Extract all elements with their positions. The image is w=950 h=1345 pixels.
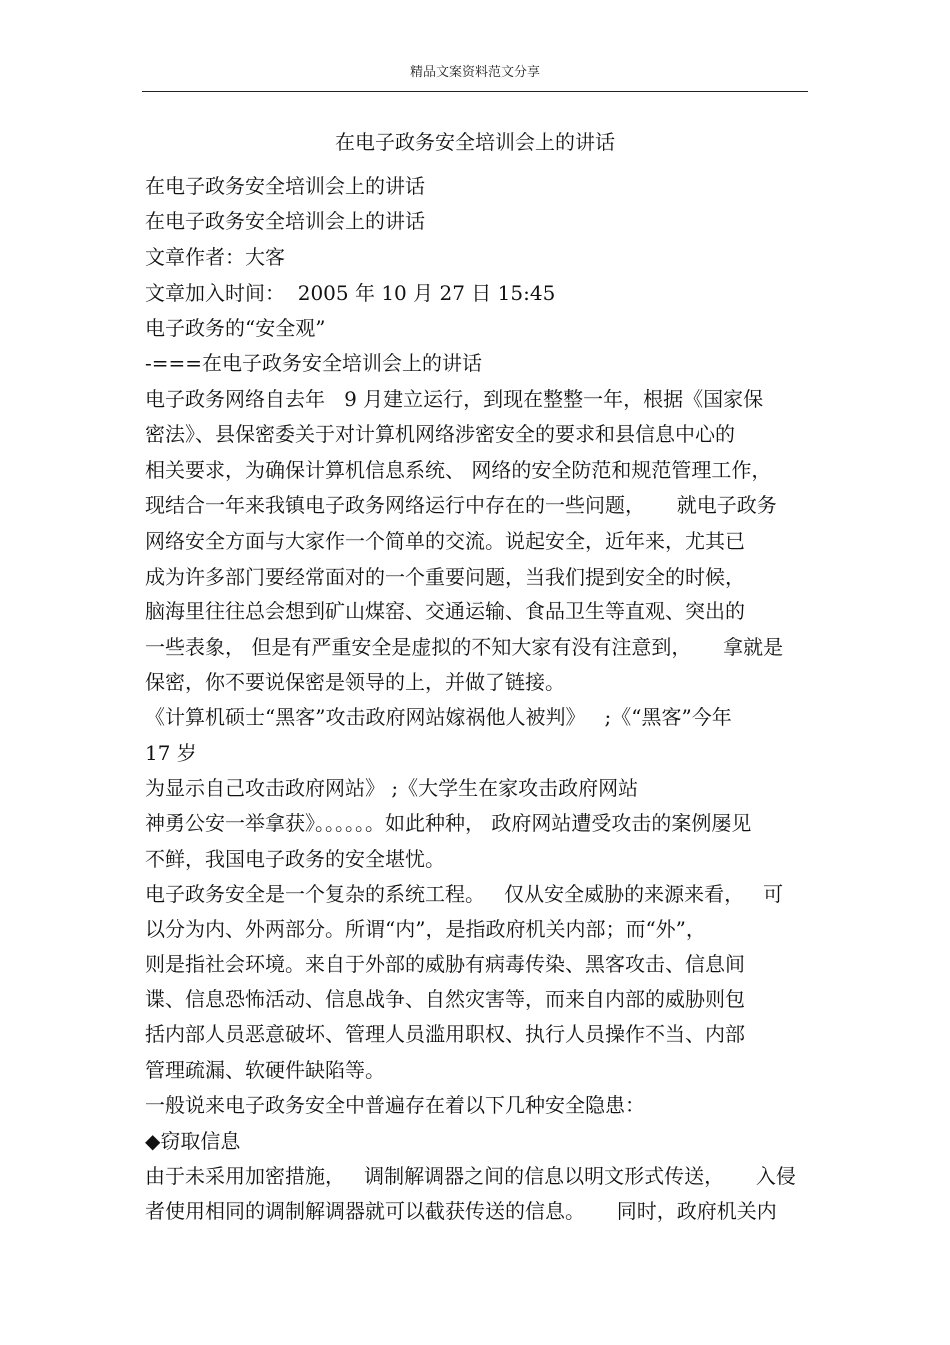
body-line: 由于未采用加密措施， 调制解调器之间的信息以明文形式传送， 入侵 (145, 1164, 796, 1188)
body-line: 17 岁 (145, 741, 197, 765)
body-line: 文章加入时间： 2005 年 10 月 27 日 15:45 (145, 281, 556, 305)
body-line: 电子政务网络自去年 9 月建立运行，到现在整整一年，根据《国家保 (145, 387, 764, 411)
body-line: 则是指社会环境。来自于外部的威胁有病毒传染、黑客攻击、信息间 (145, 952, 745, 976)
body-line: 以分为内、外两部分。所谓“内”，是指政府机关内部；而“外”， (145, 917, 706, 941)
body-line: 密法》、县保密委关于对计算机网络涉密安全的要求和县信息中心的 (145, 422, 735, 446)
body-line: 电子政务的“安全观” (145, 316, 326, 340)
body-line: 管理疏漏、软硬件缺陷等。 (145, 1058, 385, 1082)
body-line: 神勇公安一举拿获》。。。。。。如此种种， 政府网站遭受攻击的案例屡见 (145, 811, 752, 835)
body-line: 网络安全方面与大家作一个简单的交流。说起安全，近年来，尤其已 (145, 529, 745, 553)
body-line: 括内部人员恶意破坏、管理人员滥用职权、执行人员操作不当、内部 (145, 1022, 745, 1046)
body-line: 现结合一年来我镇电子政务网络运行中存在的一些问题， 就电子政务 (145, 493, 777, 517)
page-header: 精品文案资料范文分享 (409, 65, 540, 80)
document-title: 在电子政务安全培训会上的讲话 (335, 130, 615, 154)
body-line: 在电子政务安全培训会上的讲话 (145, 209, 425, 233)
body-line: 文章作者：大客 (145, 245, 285, 269)
body-line: ◆窃取信息 (145, 1129, 241, 1153)
body-line: 《计算机硕士“黑客”攻击政府网站嫁祸他人被判》 ;《“黑客”今年 (145, 705, 732, 729)
header-divider (142, 91, 808, 92)
body-line: 不鲜，我国电子政务的安全堪忧。 (145, 847, 445, 871)
body-line: 相关要求，为确保计算机信息系统、 网络的安全防范和规范管理工作， (145, 458, 772, 482)
body-line: 一些表象， 但是有严重安全是虚拟的不知大家有没有注意到， 拿就是 (145, 635, 784, 659)
body-line: 谍、信息恐怖活动、信息战争、自然灾害等，而来自内部的威胁则包 (145, 987, 745, 1011)
body-line: 为显示自己攻击政府网站》 ;《大学生在家攻击政府网站 (145, 776, 639, 800)
body-line: 脑海里往往总会想到矿山煤窑、交通运输、食品卫生等直观、突出的 (145, 599, 745, 623)
body-line: 电子政务安全是一个复杂的系统工程。 仅从安全威胁的来源来看， 可 (145, 882, 784, 906)
body-line: -===在电子政务安全培训会上的讲话 (145, 351, 483, 375)
body-line: 在电子政务安全培训会上的讲话 (145, 174, 425, 198)
body-line: 保密，你不要说保密是领导的上，并做了链接。 (145, 670, 565, 694)
body-line: 成为许多部门要经常面对的一个重要问题，当我们提到安全的时候， (145, 565, 745, 589)
body-line: 一般说来电子政务安全中普遍存在着以下几种安全隐患： (145, 1093, 645, 1117)
body-line: 者使用相同的调制解调器就可以截获传送的信息。 同时，政府机关内 (145, 1199, 777, 1223)
